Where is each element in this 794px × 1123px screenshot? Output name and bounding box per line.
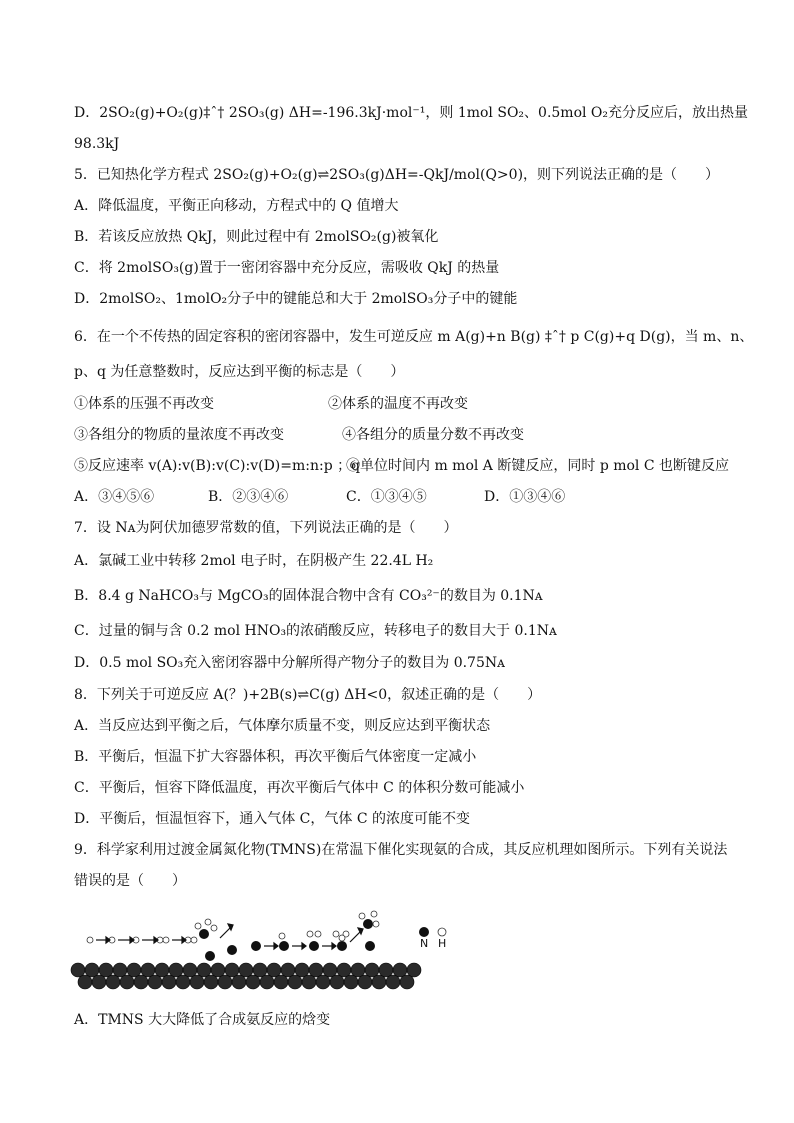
q7-stem: 7．设 Nᴀ为阿伏加德罗常数的值，下列说法正确的是（ ） <box>74 520 458 536</box>
reaction-mechanism-figure <box>70 908 450 992</box>
q6-condition-3: ③各组分的物质的量浓度不再改变 <box>74 427 284 443</box>
q6-condition-1: ①体系的压强不再改变 <box>74 396 214 412</box>
q4-option-d-line1: D．2SO₂(g)+O₂(g)‡ˆ† 2SO₃(g) ΔH=-196.3kJ·mol⁻¹，则 1mol SO₂、0.5mol O₂充分反应后，放出热量 <box>74 105 749 121</box>
q8-stem: 8．下列关于可逆反应 A(？)+2B(s)⇌C(g) ΔH<0，叙述正确的是（ ） <box>74 687 542 703</box>
q6-condition-6: ⑥单位时间内 m mol A 断键反应，同时 p mol C 也断键反应 <box>346 458 730 474</box>
q6-condition-4: ④各组分的质量分数不再改变 <box>342 427 524 443</box>
q6-option-c: C．①③④⑤ <box>346 489 427 505</box>
q7-option-b: B．8.4 g NaHCO₃与 MgCO₃的固体混合物中含有 CO₃²⁻的数目为 0.1Nᴀ <box>74 588 543 604</box>
q5-option-a: A．降低温度，平衡正向移动，方程式中的 Q 值增大 <box>74 198 399 214</box>
q6-option-a: A．③④⑤⑥ <box>74 489 155 505</box>
q8-option-a: A．当反应达到平衡之后，气体摩尔质量不变，则反应达到平衡状态 <box>74 718 491 734</box>
q6-option-b: B．②③④⑥ <box>208 489 289 505</box>
q9-option-a: A．TMNS 大大降低了合成氨反应的焓变 <box>74 1012 331 1028</box>
nitrogen-atom-icon <box>419 927 429 937</box>
q8-option-d: D．平衡后，恒温恒容下，通入气体 C，气体 C 的浓度可能不变 <box>74 811 470 827</box>
q7-option-c: C．过量的铜与含 0.2 mol HNO₃的浓硝酸反应，转移电子的数目大于 0.1Nᴀ <box>74 623 557 639</box>
q6-option-d: D．①③④⑥ <box>484 489 566 505</box>
q6-condition-2: ②体系的温度不再改变 <box>328 396 468 412</box>
q8-option-c: C．平衡后，恒容下降低温度，再次平衡后气体中 C 的体积分数可能减小 <box>74 780 525 796</box>
q6-stem-line1: 6．在一个不传热的固定容积的密闭容器中，发生可逆反应 m A(g)+n B(g) ‡ˆ† p C(g)+q D(g)，当 m、n、 <box>74 329 754 345</box>
q5-option-c: C．将 2molSO₃(g)置于一密闭容器中充分反应，需吸收 QkJ 的热量 <box>74 260 500 276</box>
q7-option-d: D．0.5 mol SO₃充入密闭容器中分解所得产物分子的数目为 0.75Nᴀ <box>74 655 506 671</box>
legend-label-n: N <box>420 937 429 950</box>
legend-label-h: H <box>438 937 447 950</box>
q8-option-b: B．平衡后，恒温下扩大容器体积，再次平衡后气体密度一定减小 <box>74 749 477 765</box>
q5-option-b: B．若该反应放热 QkJ，则此过程中有 2molSO₂(g)被氧化 <box>74 229 439 245</box>
q9-stem-line2: 错误的是（ ） <box>74 873 186 889</box>
q6-condition-5: ⑤反应速率 v(A):v(B):v(C):v(D)=m:n:p ；q <box>74 458 361 474</box>
q7-option-a: A．氯碱工业中转移 2mol 电子时，在阴极产生 22.4L H₂ <box>74 553 434 569</box>
q9-stem-line1: 9．科学家利用过渡金属氮化物(TMNS)在常温下催化实现氨的合成，其反应机理如图所示。下列有关说法 <box>74 842 728 858</box>
q6-stem-line2: p、q 为任意整数时，反应达到平衡的标志是（ ） <box>74 364 405 380</box>
q5-stem: 5．已知热化学方程式 2SO₂(g)+O₂(g)⇌2SO₃(g)ΔH=-QkJ/mol(Q>0)，则下列说法正确的是（ ） <box>74 167 720 183</box>
q5-option-d: D．2molSO₂、1molO₂分子中的键能总和大于 2molSO₃分子中的键能 <box>74 291 518 307</box>
hydrogen-atom-icon <box>438 928 446 936</box>
q4-option-d-line2: 98.3kJ <box>74 136 120 152</box>
